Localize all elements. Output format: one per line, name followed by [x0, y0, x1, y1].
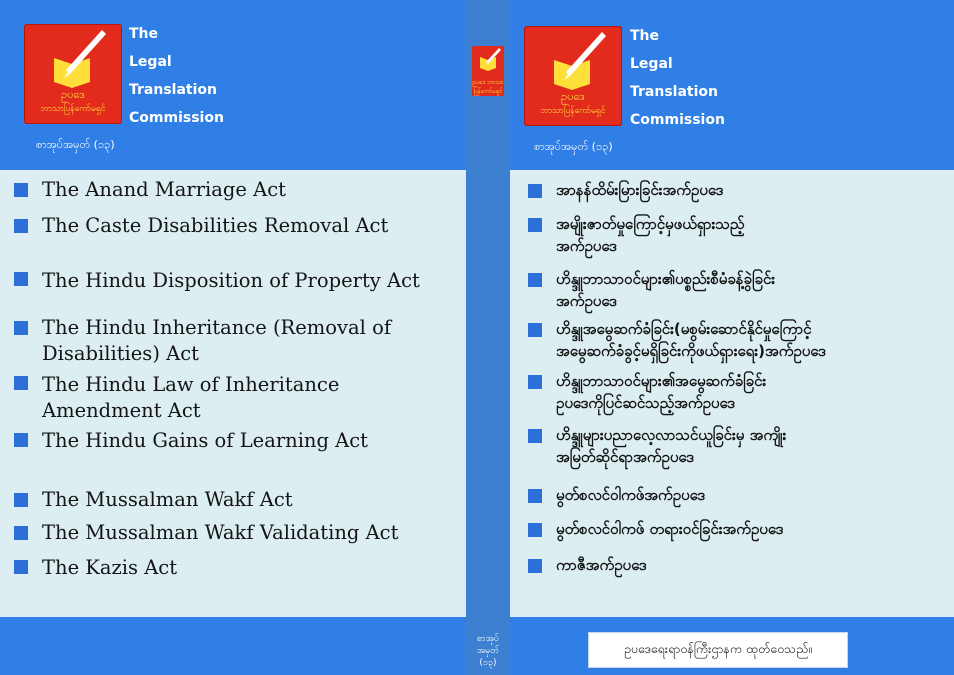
back-cover — [0, 0, 466, 675]
act-title-continued: Amendment Act — [42, 399, 201, 422]
commission-word: Commission — [630, 112, 725, 128]
bullet-icon — [528, 559, 542, 573]
act-title: မွတ်စလင်ဝါကဖ်အက်ဥပဒေ — [556, 486, 705, 504]
spine-series-number — [466, 633, 510, 669]
commission-logo — [24, 24, 122, 124]
publisher-label: ဥပဒေရေးရာဝန်ကြီးဌာနက ထုတ်ဝေသည်။ — [588, 632, 848, 668]
bullet-icon — [528, 429, 542, 443]
bullet-icon — [528, 375, 542, 389]
act-title-continued: Disabilities) Act — [42, 342, 199, 365]
commission-word: Commission — [129, 110, 224, 126]
commission-logo — [524, 26, 622, 126]
bullet-icon — [528, 323, 542, 337]
series-number: စာအုပ်အမှတ် (၁၃) — [534, 140, 613, 153]
bullet-icon — [528, 273, 542, 287]
spine-number-line: (၁၃) — [479, 658, 497, 668]
commission-title — [129, 20, 224, 132]
commission-word: Translation — [129, 82, 217, 98]
commission-word: Translation — [630, 84, 718, 100]
bullet-icon — [14, 321, 28, 335]
act-title: The Kazis Act — [42, 556, 178, 579]
spine — [466, 0, 510, 675]
act-title: ဟိန္ဒူဘာသာဝင်များ၏ပစ္စည်းစီမံခန့်ခွဲခြင်း — [556, 270, 776, 288]
act-title-continued: အမွေဆက်ခံခွင့်မရှိခြင်းကိုဖယ်ရှားရေး)အက်ဥပဒေ — [556, 342, 826, 360]
back-footer-band — [0, 617, 466, 675]
bullet-icon — [528, 523, 542, 537]
act-title: ကာဇီအက်ဥပဒေ — [556, 556, 647, 574]
bullet-icon — [528, 184, 542, 198]
bullet-icon — [14, 493, 28, 507]
logo-org-text: ဘာသာပြန်ကော်မရှင် — [40, 104, 106, 114]
act-title: ဟိန္ဒူဘာသာဝင်များ၏အမွေဆက်ခံခြင်း — [556, 372, 767, 390]
act-title-continued: ဥပဒေကိုပြင်ဆင်သည့်အက်ဥပဒေ — [556, 394, 735, 412]
spine-number-line: အမှတ် — [476, 646, 500, 656]
act-title-continued: အက်ဥပဒေ — [556, 237, 617, 255]
act-title: မွတ်စလင်ဝါကဖ် တရားဝင်ခြင်းအက်ဥပဒေ — [556, 520, 784, 538]
bullet-icon — [14, 183, 28, 197]
act-title: The Mussalman Wakf Act — [42, 488, 293, 511]
bullet-icon — [14, 272, 28, 286]
act-title: The Hindu Disposition of Property Act — [42, 269, 420, 292]
commission-word: The — [129, 26, 159, 42]
commission-title — [630, 22, 725, 134]
act-title: အမျိုးဇာတ်မှုကြောင့်မှဖယ်ရှားသည့် — [556, 215, 745, 233]
front-cover — [510, 0, 954, 675]
commission-word: The — [630, 28, 660, 44]
series-number: စာအုပ်အမှတ် (၁၃) — [36, 138, 115, 151]
act-title: အာနန်ထိမ်းမြားခြင်းအက်ဥပဒေ — [556, 181, 724, 199]
spine-logo-text: ဥပဒေ ဘာသာပြန်ကော်မရှင် — [472, 79, 504, 95]
commission-word: Legal — [129, 54, 172, 70]
commission-word: Legal — [630, 56, 673, 72]
act-title: The Hindu Inheritance (Removal of — [42, 316, 392, 339]
bullet-icon — [14, 433, 28, 447]
act-title-continued: အက်ဥပဒေ — [556, 292, 617, 310]
act-title: The Mussalman Wakf Validating Act — [42, 521, 399, 544]
act-title: The Anand Marriage Act — [42, 178, 286, 201]
logo-emblem-text: ဥပဒေ — [561, 90, 585, 103]
book-quill-icon — [472, 46, 504, 76]
bullet-icon — [14, 560, 28, 574]
bullet-icon — [528, 489, 542, 503]
act-title: ဟိန္ဒူများပညာလေ့လာသင်ယူခြင်းမှ အကျိုး — [556, 426, 787, 444]
logo-emblem-text: ဥပဒေ — [61, 88, 85, 101]
bullet-icon — [14, 376, 28, 390]
bullet-icon — [528, 218, 542, 232]
bullet-icon — [14, 219, 28, 233]
act-title: The Hindu Law of Inheritance — [42, 373, 340, 396]
spine-number-line: စာအုပ် — [476, 634, 500, 644]
bullet-icon — [14, 526, 28, 540]
spine-logo — [472, 46, 504, 96]
act-title: The Hindu Gains of Learning Act — [42, 429, 369, 452]
act-title: ဟိန္ဒူအမွေဆက်ခံခြင်း(မစွမ်းဆောင်နိုင်မှုကြောင့် — [556, 320, 812, 338]
act-title-continued: အမြတ်ဆိုင်ရာအက်ဥပဒေ — [556, 448, 694, 466]
logo-org-text: ဘာသာပြန်ကော်မရှင် — [540, 106, 606, 116]
act-title: The Caste Disabilities Removal Act — [42, 214, 389, 237]
